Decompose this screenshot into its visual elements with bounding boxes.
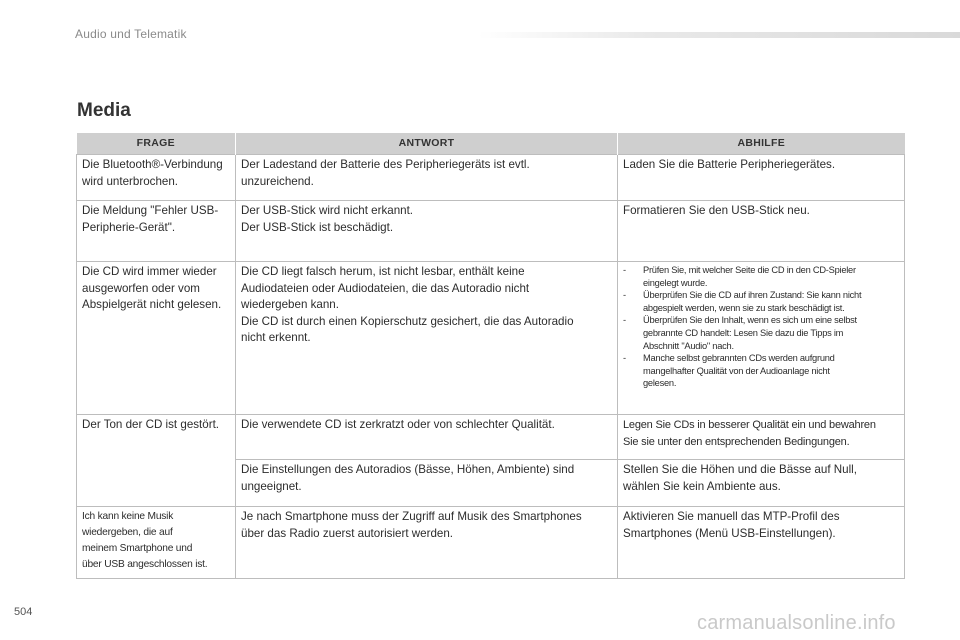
cell-abhilfe xyxy=(618,415,905,460)
line: Manche selbst gebrannten CDs werden aufgrund xyxy=(643,353,835,364)
line: Je nach Smartphone muss der Zugriff auf Musik des Smartphones xyxy=(241,510,582,523)
column-header-frage: FRAGE xyxy=(77,133,236,155)
line: ausgeworfen oder vom xyxy=(82,281,200,295)
cell-antwort xyxy=(236,155,618,201)
line: Der Ladestand der Batterie des Peripheriegeräts ist evtl. xyxy=(241,158,530,171)
line: unzureichend. xyxy=(241,174,314,188)
cell-frage-empty xyxy=(77,460,236,507)
line: Ich kann keine Musik xyxy=(82,511,174,522)
table-row xyxy=(77,155,905,201)
line: Sie sie unter den entsprechenden Bedingungen. xyxy=(623,435,850,448)
line: Legen Sie CDs in besserer Qualität ein und bewahren xyxy=(623,419,876,431)
line: Smartphones (Menü USB-Einstellungen). xyxy=(623,526,836,540)
page-number: 504 xyxy=(14,606,33,618)
line: Die verwendete CD ist zerkratzt oder von schlechter Qualität. xyxy=(241,418,555,431)
troubleshooting-table xyxy=(76,133,905,579)
watermark: carmanualsonline.info xyxy=(697,612,896,634)
line: Der USB-Stick ist beschädigt. xyxy=(241,220,394,234)
line: Peripherie-Gerät". xyxy=(82,220,176,234)
header-decor-bar xyxy=(478,32,960,38)
line: über das Radio zuerst autorisiert werden. xyxy=(241,526,454,540)
cell-antwort xyxy=(236,415,618,460)
line: wird unterbrochen. xyxy=(82,174,179,188)
cell-abhilfe xyxy=(618,460,905,507)
line: Audiodateien oder Audiodateien, die das Autoradio nicht xyxy=(241,281,530,295)
table-row xyxy=(77,201,905,262)
line: Der USB-Stick wird nicht erkannt. xyxy=(241,204,414,217)
cell-antwort xyxy=(236,201,618,262)
line: mangelhafter Qualität von der Audioanlage nicht xyxy=(643,365,830,376)
line: abgespielt werden, wenn sie zu stark beschädigt ist. xyxy=(643,302,845,313)
line: Überprüfen Sie die CD auf ihren Zustand: Sie kann nicht xyxy=(643,290,862,301)
cell-abhilfe xyxy=(618,155,905,201)
line: Die CD ist durch einen Kopierschutz gesichert, die das Autoradio xyxy=(241,314,574,328)
table-row xyxy=(77,460,905,507)
cell-antwort xyxy=(236,460,618,507)
line: gebrannte CD handelt: Lesen Sie dazu die Tipps im xyxy=(643,327,844,338)
table-row xyxy=(77,415,905,460)
cell-frage xyxy=(77,507,236,579)
line: ungeeignet. xyxy=(241,479,302,493)
cell-abhilfe xyxy=(618,507,905,579)
line: Stellen Sie die Höhen und die Bässe auf Null, xyxy=(623,463,857,476)
line: Die Meldung "Fehler USB- xyxy=(82,204,219,217)
line: Abspielgerät nicht gelesen. xyxy=(82,298,222,311)
line: eingelegt wurde. xyxy=(643,277,708,288)
line: wiedergeben kann. xyxy=(241,298,339,311)
line: Abschnitt "Audio" nach. xyxy=(643,340,734,351)
cell-frage xyxy=(77,155,236,201)
cell-abhilfe xyxy=(618,201,905,262)
line: Laden Sie die Batterie Peripheriegerätes. xyxy=(623,158,836,171)
cell-abhilfe xyxy=(618,262,905,415)
line: Die Bluetooth®-Verbindung xyxy=(82,158,223,171)
cell-frage xyxy=(77,201,236,262)
line: meinem Smartphone und xyxy=(82,543,193,554)
line: wählen Sie kein Ambiente aus. xyxy=(623,479,781,493)
line: Die CD wird immer wieder xyxy=(82,265,217,278)
tip-item xyxy=(623,314,899,352)
cell-frage xyxy=(77,262,236,415)
line: Die CD liegt falsch herum, ist nicht lesbar, enthält keine xyxy=(241,265,525,278)
line: Prüfen Sie, mit welcher Seite die CD in den CD-Spieler xyxy=(643,265,856,275)
tip-item xyxy=(623,289,899,314)
page-title: Media xyxy=(77,100,131,121)
table-row xyxy=(77,507,905,579)
cell-frage xyxy=(77,415,236,460)
table-row xyxy=(77,262,905,415)
tips-list xyxy=(623,264,899,390)
line: wiedergeben, die auf xyxy=(82,527,173,538)
line: Aktivieren Sie manuell das MTP-Profil des xyxy=(623,510,840,523)
cell-antwort xyxy=(236,262,618,415)
tip-item xyxy=(623,264,899,289)
line: Der Ton der CD ist gestört. xyxy=(82,418,220,431)
line: Überprüfen Sie den Inhalt, wenn es sich um eine selbst xyxy=(643,315,857,326)
cell-antwort xyxy=(236,507,618,579)
line: gelesen. xyxy=(643,378,677,389)
line: über USB angeschlossen ist. xyxy=(82,559,208,570)
section-header: Audio und Telematik xyxy=(75,27,187,41)
tip-item xyxy=(623,352,899,390)
line: nicht erkennt. xyxy=(241,331,311,344)
line: Formatieren Sie den USB-Stick neu. xyxy=(623,204,810,217)
column-header-antwort: ANTWORT xyxy=(236,133,618,155)
table-header-row xyxy=(77,133,905,155)
column-header-abhilfe: ABHILFE xyxy=(618,133,905,155)
line: Die Einstellungen des Autoradios (Bässe, Höhen, Ambiente) sind xyxy=(241,463,575,476)
